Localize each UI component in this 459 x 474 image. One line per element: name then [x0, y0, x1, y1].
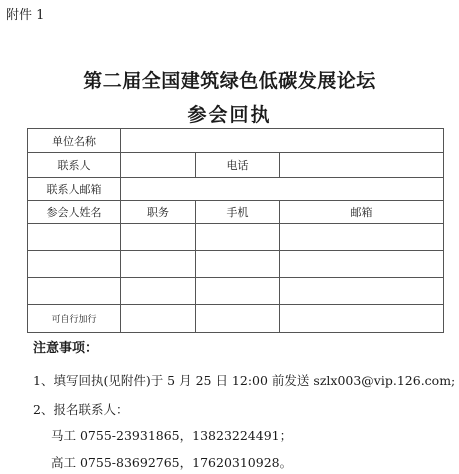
notes-heading: 注意事项：	[33, 341, 99, 356]
attendee-email-cell[interactable]	[280, 278, 444, 305]
note-item-submit: 1、填写回执(见附件)于 5 月 25 日 12:00 前发送 szlx003@vip.126.com;	[33, 373, 456, 388]
contact-ma: 马工 0755-23931865，13823224491；	[51, 428, 293, 443]
phone-label: 电话	[196, 153, 280, 178]
attendee-mobile-cell[interactable]	[196, 251, 280, 278]
attachment-label: 附件 1	[6, 8, 45, 23]
unit-name-label: 单位名称	[28, 129, 121, 153]
attendee-position-cell[interactable]	[121, 251, 196, 278]
attendee-mobile-cell[interactable]	[196, 278, 280, 305]
attendee-mobile-cell[interactable]	[196, 224, 280, 251]
attendee-name-cell[interactable]	[28, 251, 121, 278]
col-email-header: 邮箱	[280, 201, 444, 224]
attendee-row	[28, 278, 444, 305]
contact-email-label: 联系人邮箱	[28, 178, 121, 201]
document-title: 第二届全国建筑绿色低碳发展论坛	[83, 70, 376, 92]
col-attendee-header: 参会人姓名	[28, 201, 121, 224]
registration-form-table	[27, 128, 444, 333]
contact-email-row	[28, 178, 444, 201]
add-row-note: 可自行加行	[28, 305, 121, 333]
attendee-name-cell[interactable]	[28, 278, 121, 305]
attendee-position-cell[interactable]	[121, 224, 196, 251]
contact-row	[28, 153, 444, 178]
contact-label: 联系人	[28, 153, 121, 178]
document-subtitle: 参会回执	[187, 104, 272, 126]
attendee-email-cell[interactable]	[280, 251, 444, 278]
phone-field[interactable]	[280, 153, 444, 178]
col-position-header: 职务	[121, 201, 196, 224]
attendee-position-cell[interactable]	[121, 305, 196, 333]
attendee-row	[28, 224, 444, 251]
attendee-mobile-cell[interactable]	[196, 305, 280, 333]
attendee-header-row	[28, 201, 444, 224]
contact-field[interactable]	[121, 153, 196, 178]
contact-email-field[interactable]	[121, 178, 444, 201]
contact-gao: 高工 0755-83692765，17620310928。	[51, 455, 293, 470]
attendee-name-cell[interactable]	[28, 224, 121, 251]
attendee-email-cell[interactable]	[280, 224, 444, 251]
unit-name-row	[28, 129, 444, 153]
attendee-email-cell[interactable]	[280, 305, 444, 333]
col-mobile-header: 手机	[196, 201, 280, 224]
attendee-position-cell[interactable]	[121, 278, 196, 305]
note-item-contacts: 2、报名联系人：	[33, 402, 129, 417]
attendee-row-extra	[28, 305, 444, 333]
unit-name-field[interactable]	[121, 129, 444, 153]
attendee-row	[28, 251, 444, 278]
